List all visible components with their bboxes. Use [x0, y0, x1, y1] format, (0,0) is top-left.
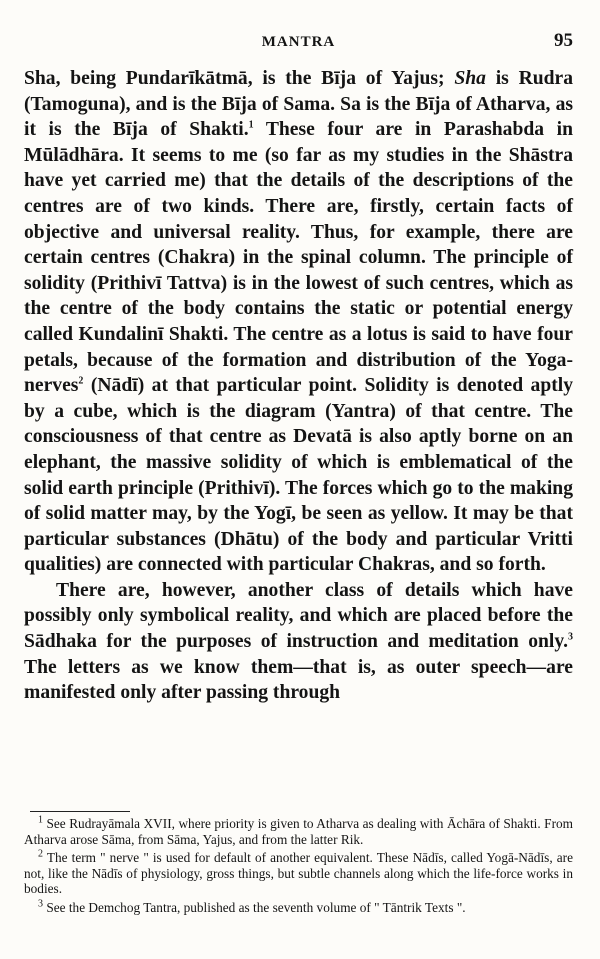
text-run: Sha, being Pundarīkātmā, is the Bīja of Yajus;: [24, 68, 445, 89]
footnote-text: See the Demchog Tantra, published as the seventh volume of " Tāntrik Texts ".: [46, 899, 466, 915]
footnote-mark: 3: [38, 898, 43, 910]
page-number: 95: [554, 30, 573, 51]
footnote: [24, 816, 573, 847]
italic-term: Sha: [454, 68, 486, 89]
text-run: (Nādī) at that particular point. Solidity is denoted aptly by a cube, which is the diagram (Yantra) of that centre. The consciousness of that centre as Devatā is also aptly borne on an elephant, the massive solidity of which is emblematical of the solid earth principle (Prithivī). The forces which go to the making of solid matter may, by the Yogī, be seen as yellow. It may be that particular substances (Dhātu) of the body and particular Vritti qualities) are connected with particular Chakras, and so forth.: [24, 375, 573, 576]
footnotes: [24, 816, 573, 916]
footnote-text: The term " nerve " is used for default of another equivalent. These Nādīs, called Yogā-Nādīs, are not, like the Nādīs of physiology, gross things, but subtle channels along which the life-force works in bodies.: [24, 850, 573, 897]
text-run: There are, however, another class of details which have possibly only symbolical reality, and which are placed before the Sādhaka for the purposes of instruction and meditation only.: [24, 579, 573, 653]
footnote: [24, 900, 573, 916]
footnote-ref: 3: [568, 631, 573, 643]
footnote-rule: [30, 811, 130, 812]
chapter-title: MANTRA: [261, 34, 336, 50]
text-run: is Rudra (Tamoguna), and is the Bīja of Sama. Sa is the Bīja of Atharva, as it is the Bīja of Shakti.: [24, 68, 574, 141]
running-header: [24, 30, 573, 54]
body-text: [24, 66, 573, 706]
text-run: These four are in Parashabda in Mūlādhāra. It seems to me (so far as my studies in the Shāstra have yet carried me) that the details of the descriptions of the centres are of two kinds. There are, firstly, certain facts of objective and universal reality. Thus, for example, there are certain centres (Chakra) in the spinal column. The principle of solidity (Prithivī Tattva) is in the lowest of such centres, which as the centre of the body contains the static or potential energy called Kundalinī Shakti. The centre as a lotus is said to have four petals, because of the formation and distribution of the Yoga-nerves: [24, 119, 573, 397]
footnote-mark: 1: [38, 814, 43, 826]
footnote-text: See Rudrayāmala XVII, where priority is given to Atharva as dealing with Āchāra of Shakti. From Atharva arose Sāma, from Sāma, Yajus, and from the latter Rik.: [24, 816, 573, 847]
footnote: [24, 850, 573, 897]
footnote-ref: 2: [78, 375, 84, 387]
paragraph: [24, 66, 573, 578]
paragraph: [24, 578, 573, 706]
footnote-mark: 2: [38, 848, 43, 860]
text-run: The letters as we know them—that is, as outer speech—are manifested only after passing through: [24, 656, 573, 704]
footnote-ref: 1: [248, 119, 254, 131]
